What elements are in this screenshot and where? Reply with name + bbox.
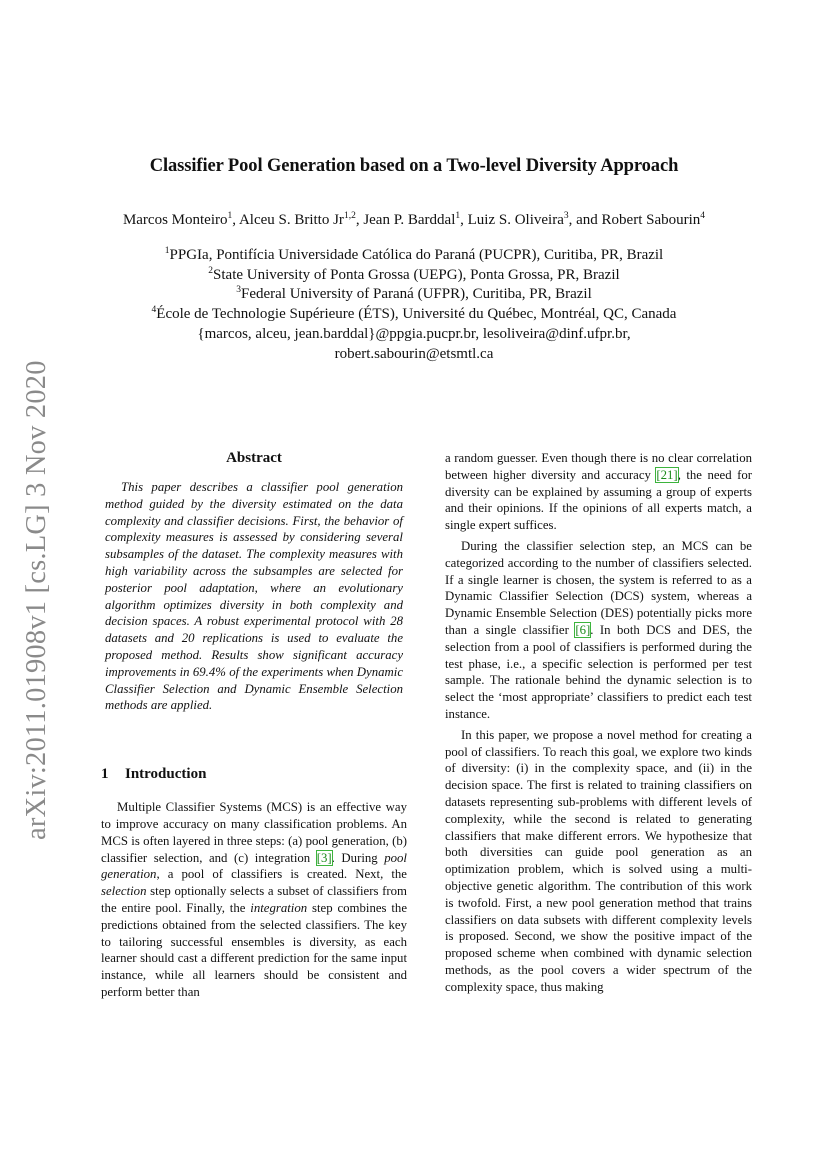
- affiliation-block: [0, 246, 828, 364]
- email-line: robert.sabourin@etsmtl.ca: [334, 345, 494, 362]
- author: Marcos Monteiro$^1$,: [122, 211, 239, 228]
- author-list: [0, 212, 828, 229]
- paragraph: During the classifier selection step, an MCS can be categorized according to the number of classifiers selected. If a single learner is chosen, the system is referred to as a Dynamic Classifier Selection (DCS) system, whereas a Dynamic Ensemble Selection (DES) potentially picks more than a single classifier [6]. In both DCS and DES, the selection from a pool of classifiers is performed during the test phase, i.e., a specific selection is performed per test sample. The rationale behind the dynamic selection is to select the ‘most appropriate’ classifiers to predict each test instance.: [445, 538, 753, 721]
- citation-link[interactable]: [21]: [656, 467, 678, 482]
- citation-link[interactable]: [3]: [316, 850, 332, 865]
- section-heading: [101, 766, 407, 783]
- paper-title: Classifier Pool Generation based on a Two-level Diversity Approach: [149, 156, 679, 177]
- right-column: [445, 450, 752, 1000]
- author: Robert Sabourin$^4$: [601, 211, 706, 228]
- paragraph: a random guesser. Even though there is no clear correlation between higher diversity and accuracy [21], the need for diversity can be explained by assuming a group of experts and their opinions. If the opinions of all experts match, a single expert suffices.: [445, 451, 752, 533]
- affiliation: $^2$State University of Ponta Grossa (UEPG), Ponta Grossa, PR, Brazil: [208, 265, 620, 283]
- paragraph: Multiple Classifier Systems (MCS) is an effective way to improve accuracy on many classification problems. An MCS is often layered in three steps: (a) pool generation, (b) classifier selection, and (c) integration [3]. During pool generation, a pool of classifiers is created. Next, the selection step optionally selects a subset of classifiers from the entire pool. Finally, the integration step combines the predictions obtained from the selected classifiers. The key to tailoring successful ensembles is diversity, as each learner should cast a different prediction for the same input instance, while all learners should be consistent and perform better than: [101, 800, 407, 999]
- section-title: Introduction: [125, 766, 207, 783]
- author: Alceu S. Britto Jr$^{1,2}$,: [238, 211, 364, 228]
- abstract-text: This paper describes a classifier pool generation method guided by the diversity estimated on the data complexity and classifier decisions. First, the behavior of complexity measures is assessed by considering several subsamples of the dataset. The complexity measures with high variability across the subsamples are selected for posterior pool adaptation, where an evolutionary algorithm optimizes diversity in both complexity and decision spaces. A robust experimental protocol with 28 datasets and 20 replications is used to evaluate the proposed method. Results show significant accuracy improvements in 69.4% of the experiments when Dynamic Classifier Selection and Dynamic Ensemble Selection methods are applied.: [105, 480, 403, 713]
- paragraph: In this paper, we propose a novel method for creating a pool of classifiers. To reach this goal, we explore two kinds of diversity: (i) in the complexity space, and (ii) in the decision space. The first is related to training classifiers on datasets representing sub-problems with different levels of complexity, while the second is related to generating classifiers that make different errors. We hypothesize that both diversities can guide pool generation as an optimization problem, which is solved using a multi-objective genetic algorithm. The contribution of this work is twofold. First, a new pool generation method that trains classifiers on data subsets with different complexity levels is proposed. Second, we show the positive impact of the proposed scheme when combined with dynamic selection methods, as the pool covers a wider spectrum of the complexity space, thus making: [445, 727, 752, 994]
- author: Jean P. Barddal$^1$,: [363, 211, 468, 228]
- left-column: [101, 450, 407, 1005]
- affiliation: $^1$PPGIa, Pontifícia Universidade Católica do Paraná (PUCPR), Curitiba, PR, Brazil: [164, 246, 664, 263]
- author: Luiz S. Oliveira$^3$, and: [467, 211, 602, 228]
- arxiv-identifier: arXiv:2011.01908v1 [cs.LG] 3 Nov 2020: [21, 360, 52, 840]
- abstract-heading: Abstract: [226, 450, 282, 466]
- citation-link[interactable]: [6]: [575, 622, 591, 637]
- affiliation: $^3$Federal University of Paraná (UFPR), Curitiba, PR, Brazil: [236, 285, 592, 303]
- email-line: {marcos, alceu, jean.barddal}@ppgia.pucpr.br, lesoliveira@dinf.ufpr.br,: [197, 325, 631, 342]
- section-number: 1: [101, 766, 109, 783]
- affiliation: $^4$École de Technologie Supérieure (ÉTS), Université du Québec, Montréal, QC, Canada: [151, 305, 677, 323]
